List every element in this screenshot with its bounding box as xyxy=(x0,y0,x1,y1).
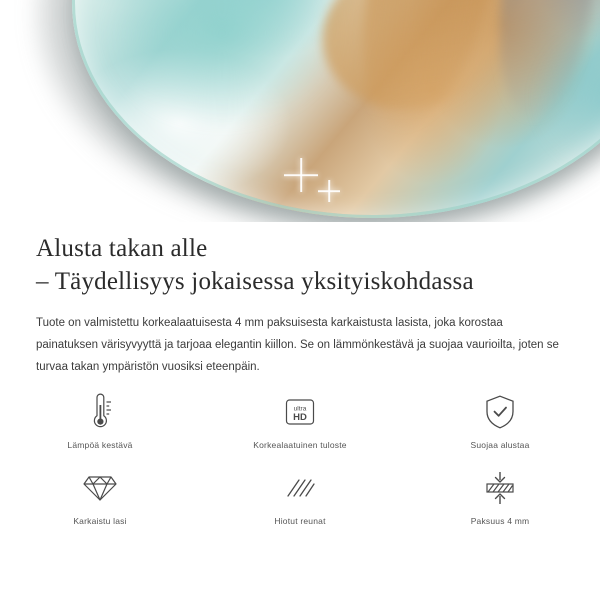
feature-label: Paksuus 4 mm xyxy=(470,516,530,526)
diamond-icon xyxy=(82,468,118,508)
marble-grey-streak xyxy=(486,0,600,123)
feature-label: Lämpöä kestävä xyxy=(67,440,133,450)
feature-label: Karkaistu lasi xyxy=(73,516,127,526)
headline-line-2: – Täydellisyys jokaisessa yksityiskohdassa xyxy=(36,268,474,295)
marble-gold-streak-1 xyxy=(337,0,526,138)
feature-item-tempered-glass xyxy=(0,468,200,540)
hero-image xyxy=(0,0,600,222)
description-paragraph: Tuote on valmistettu korkealaatuisesta 4 mm paksuisesta karkaistusta lasista, joka korostaa painatuksen värisyvyyttä ja tarjoaa elegantin kiillon. Se on lämmönkestävä ja suojaa vaurioilta, joten se turvaa takan ympäristön vuosiksi eteenpäin. xyxy=(36,317,559,373)
sparkle-icon xyxy=(284,158,318,192)
round-glass-panel-image xyxy=(72,0,600,218)
feature-item-thickness xyxy=(400,468,600,540)
feature-item-heat-resistant xyxy=(0,392,200,464)
headline-line-1: Alusta takan alle xyxy=(36,235,208,262)
svg-text:ultra: ultra xyxy=(293,405,307,413)
feature-item-print-quality xyxy=(200,392,400,464)
page-title xyxy=(0,222,600,298)
polished-edges-icon xyxy=(283,468,317,508)
shield-check-icon xyxy=(484,392,516,432)
feature-grid xyxy=(0,392,600,540)
svg-text:HD: HD xyxy=(293,412,307,423)
thickness-arrows-icon xyxy=(483,468,517,508)
feature-label: Hiotut reunat xyxy=(274,516,326,526)
marble-teal-wash-left xyxy=(102,0,342,128)
feature-item-protects-surface xyxy=(400,392,600,464)
ultra-hd-icon xyxy=(283,392,317,432)
marble-teal-wash-right xyxy=(532,18,600,178)
text-content xyxy=(0,222,600,378)
sparkle-icon xyxy=(318,180,340,202)
feature-label: Korkealaatuinen tuloste xyxy=(253,440,347,450)
thermometer-icon xyxy=(85,392,115,432)
feature-label: Suojaa alustaa xyxy=(470,440,530,450)
feature-item-polished-edges xyxy=(200,468,400,540)
marble-gold-streak-2 xyxy=(308,0,515,125)
